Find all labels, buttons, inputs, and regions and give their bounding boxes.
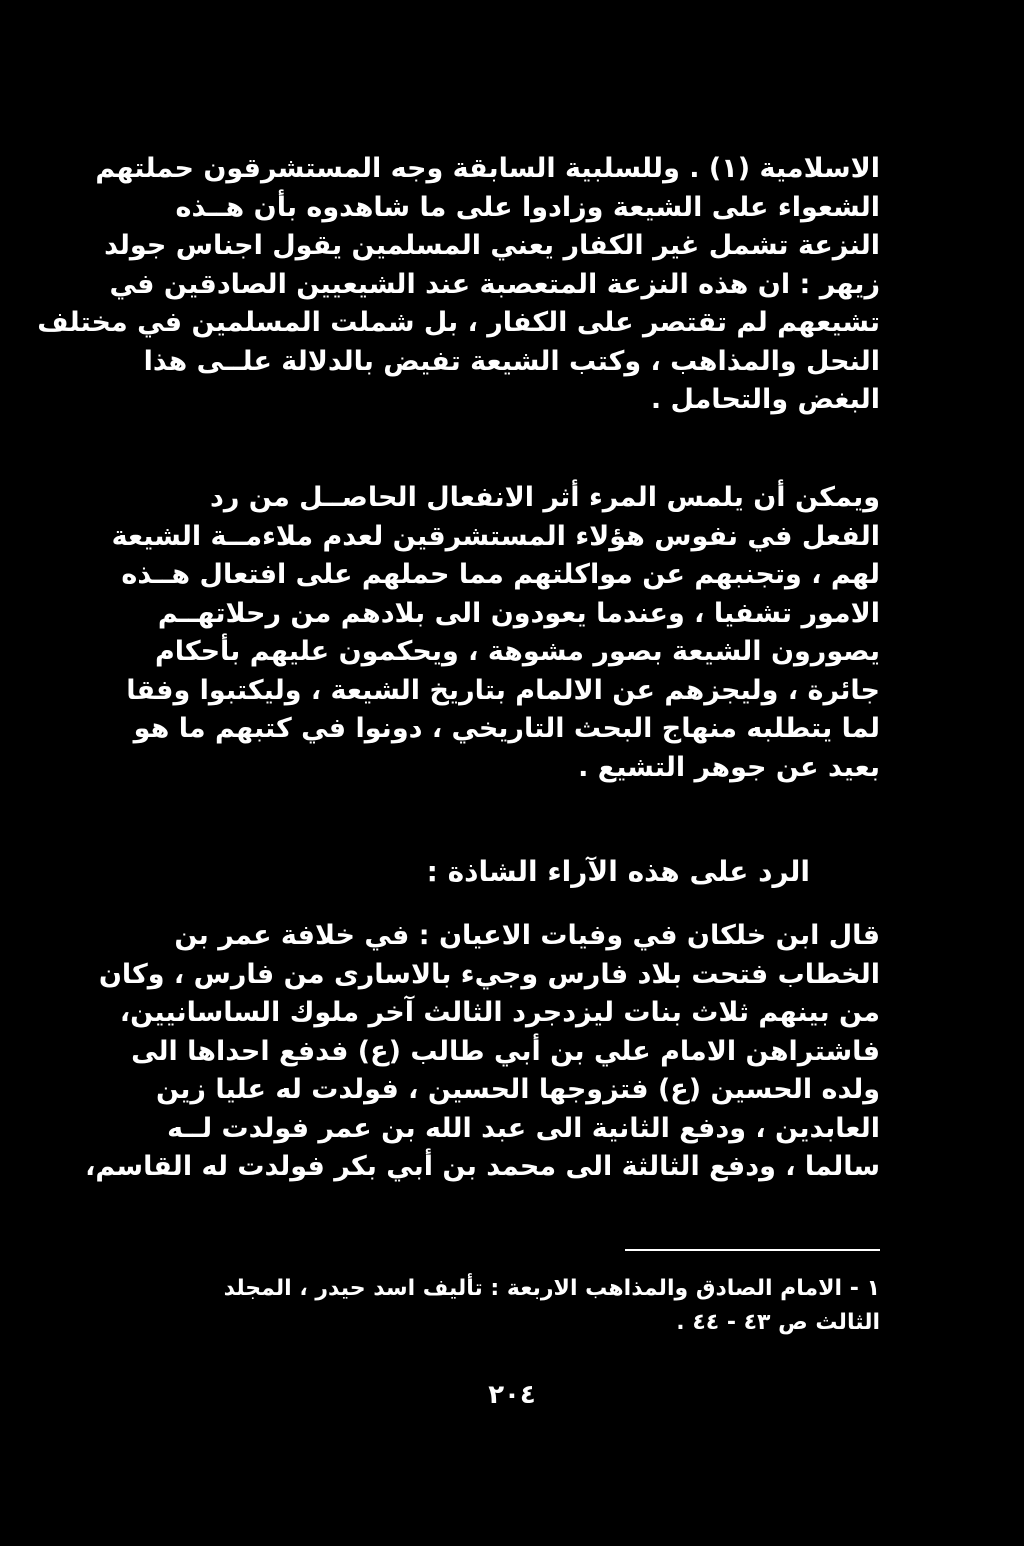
text-line: بعيد عن جوهر التشيع . — [578, 751, 880, 783]
text-line: تشيعهم لم تقتصر على الكفار ، بل شملت المسلمين في مختلف — [37, 307, 880, 338]
paragraph-1 — [37, 150, 880, 420]
text-line: الخطاب فتحت بلاد فارس وجيء بالاسارى من فارس ، وكان — [98, 958, 880, 990]
footnote-divider — [625, 1249, 880, 1251]
text-line: الامور تشفيا ، وعندما يعودون الى بلادهم من رحلاتهــم — [157, 597, 880, 629]
text-line: العابدين ، ودفع الثانية الى عبد الله بن عمر فولدت لــه — [167, 1112, 880, 1144]
text-line: من بينهم ثلاث بنات ليزدجرد الثالث آخر ملوك الساسانيين، — [119, 997, 880, 1028]
footnote — [150, 1272, 880, 1340]
text-line: لهم ، وتجنبهم عن مواكلتهم مما حملهم على افتعال هــذه — [121, 559, 880, 590]
text-line: الاسلامية (١) . وللسلبية السابقة وجه المستشرقون حملتهم — [95, 153, 880, 184]
footnote-line: الثالث ص ٤٣ - ٤٤ . — [676, 1310, 880, 1335]
section-heading: الرد على هذه الآراء الشاذة : — [426, 855, 810, 888]
text-line: جائرة ، وليجزهم عن الالمام بتاريخ الشيعة ، وليكتبوا وفقا — [126, 674, 880, 706]
page-number: ٢٠٤ — [488, 1380, 536, 1410]
paragraph-3 — [85, 917, 880, 1187]
text-line: ولده الحسين (ع) فتزوجها الحسين ، فولدت له عليا زين — [155, 1074, 880, 1105]
text-line: قال ابن خلكان في وفيات الاعيان : في خلافة عمر بن — [174, 920, 880, 951]
footnote-line: ١ - الامام الصادق والمذاهب الاربعة : تأليف اسد حيدر ، المجلد — [223, 1276, 880, 1301]
text-line: النحل والمذاهب ، وكتب الشيعة تفيض بالدلالة علــى هذا — [143, 345, 880, 377]
text-line: ويمكن أن يلمس المرء أثر الانفعال الحاصــل من رد — [209, 482, 880, 513]
text-line: البغض والتحامل . — [650, 384, 880, 415]
text-line: لما يتطلبه منهاج البحث التاريخي ، دونوا في كتبهم ما هو — [133, 713, 880, 744]
text-line: فاشتراهن الامام علي بن أبي طالب (ع) فدفع احداها الى — [131, 1035, 880, 1067]
paragraph-2 — [111, 479, 880, 787]
text-line: زيهر : ان هذه النزعة المتعصبة عند الشيعيين الصادقين في — [109, 268, 880, 300]
text-line: يصورون الشيعة بصور مشوهة ، ويحكمون عليهم بأحكام — [154, 636, 880, 667]
text-line: الفعل في نفوس هؤلاء المستشرقين لعدم ملاءمــة الشيعة — [111, 520, 880, 552]
text-line: النزعة تشمل غير الكفار يعني المسلمين يقول اجناس جولد — [104, 230, 880, 261]
text-line: الشعواء على الشيعة وزادوا على ما شاهدوه بأن هــذه — [175, 191, 880, 223]
text-line: سالما ، ودفع الثالثة الى محمد بن أبي بكر فولدت له القاسم، — [85, 1151, 880, 1182]
